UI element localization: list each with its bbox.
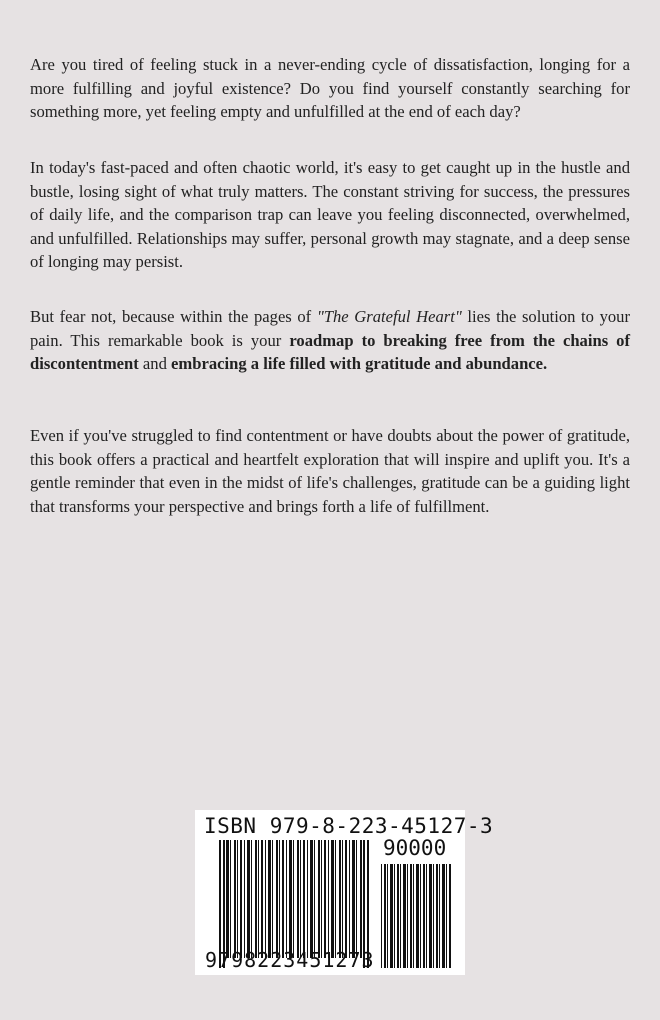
price-code: 90000: [383, 836, 447, 860]
problem-paragraph: [30, 156, 630, 274]
isbn-barcode: [195, 810, 494, 975]
solution-lead: But fear not, because within the pages of: [30, 307, 317, 326]
barcode-main-bars: [219, 840, 369, 958]
closing-text: Even if you've struggled to find contentment or have doubts about the power of gratitude, this book offers a practical and heartfelt exploration that will inspire and uplift you. It's a gentle reminder that even in the midst of life's challenges, gratitude can be a guiding light that transforms your perspective and brings forth a life of fulfillment.: [30, 426, 630, 516]
solution-text: [30, 305, 630, 376]
ean-digits: 9798223451273: [205, 948, 375, 972]
solution-and: and: [138, 354, 172, 373]
closing-paragraph: [30, 424, 630, 518]
solution-highlight-1: roadmap to breaking free from the chains of discontentment: [30, 330, 630, 373]
barcode-addon-bars: [381, 864, 451, 968]
isbn-label: ISBN 979-8-223-45127-3: [204, 814, 494, 838]
solution-paragraph: [30, 305, 630, 376]
problem-text: In today's fast-paced and often chaotic world, it's easy to get caught up in the hustle and bustle, losing sight of what truly matters. The constant striving for success, the pressures of daily life, and the comparison trap can leave you feeling disconnected, overwhelmed, and unfulfilled. Relationships may suffer, personal growth may stagnate, and a deep sense of longing may persist.: [30, 158, 630, 271]
solution-mid: lies the solution to your pain. This remarkable book is your: [30, 307, 630, 350]
book-title: "The Grateful Heart": [316, 307, 462, 326]
solution-highlight-2: embracing a life filled with gratitude and abundance.: [171, 354, 548, 373]
intro-text: Are you tired of feeling stuck in a never-ending cycle of dissatisfaction, longing for a more fulfilling and joyful existence? Do you find yourself constantly searching for something more, yet feeling empty and unfulfilled at the end of each day?: [30, 55, 630, 121]
intro-paragraph: [30, 53, 630, 124]
